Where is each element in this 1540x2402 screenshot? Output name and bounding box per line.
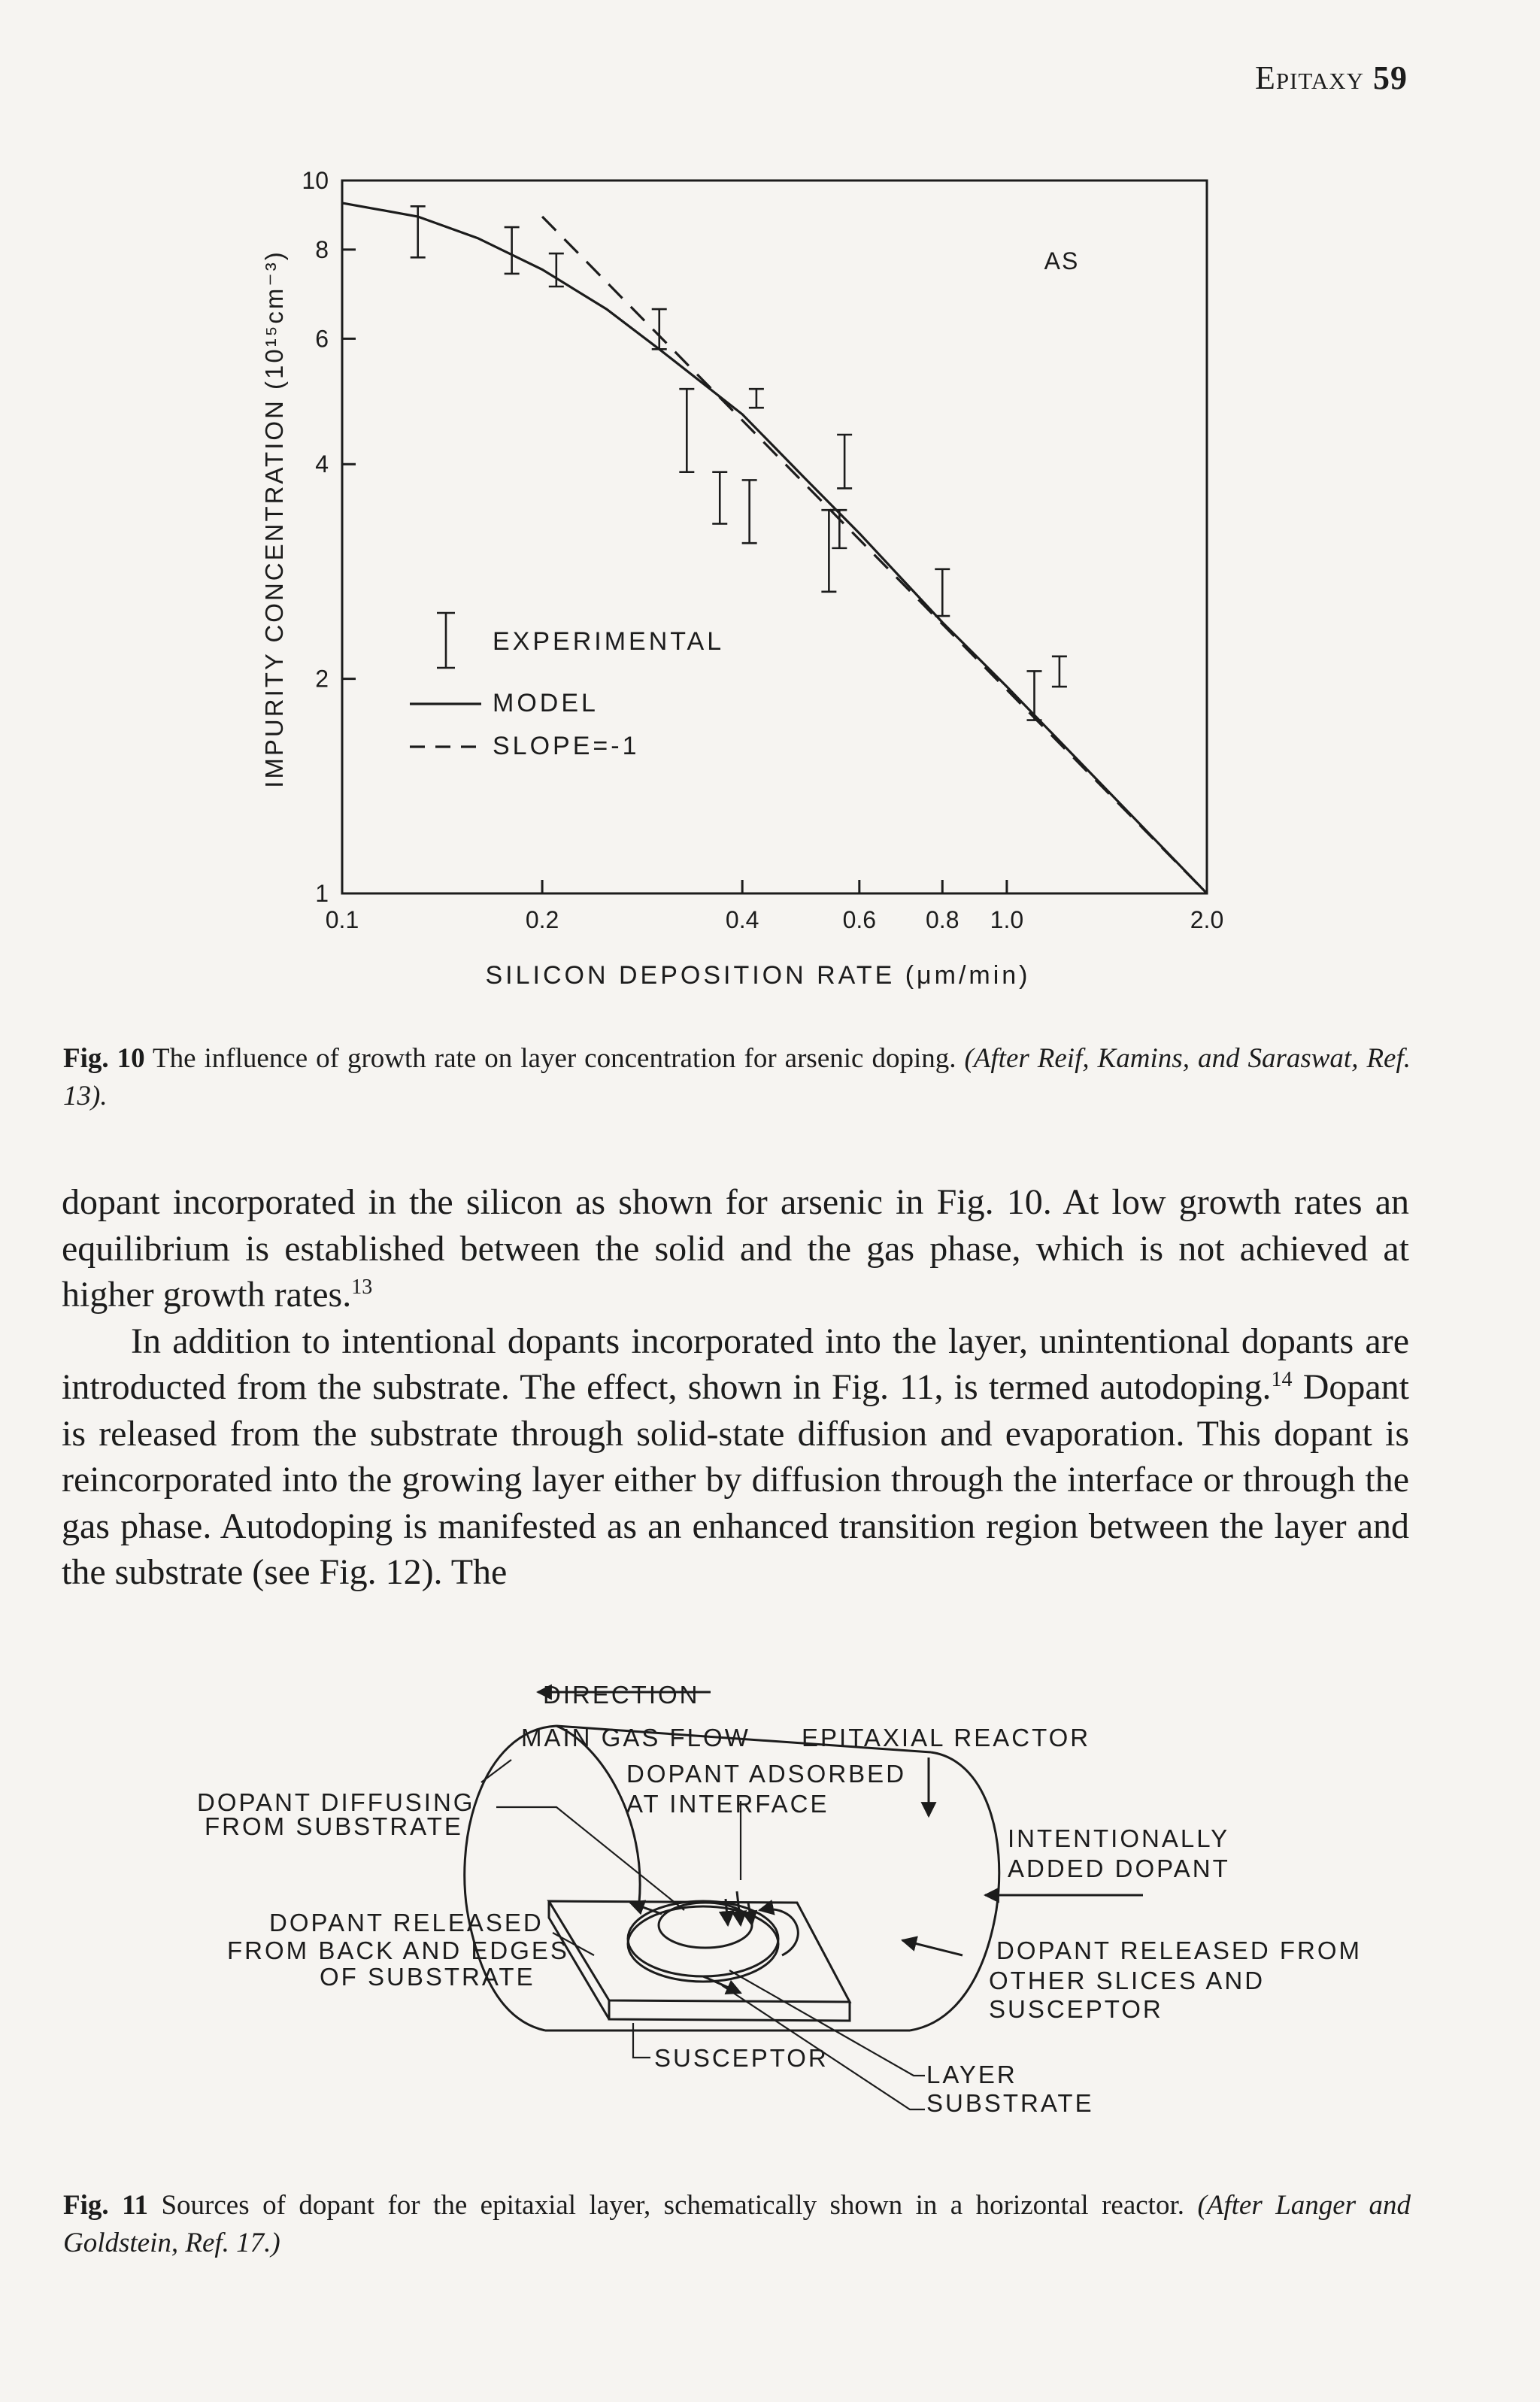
x-tick-label: 0.4: [725, 906, 759, 933]
label-released-back-2: FROM BACK AND EDGES: [227, 1936, 569, 1964]
diagram-labels: [197, 1681, 1362, 2117]
header-title: Epitaxy: [1254, 59, 1364, 96]
label-released-other-2: OTHER SLICES AND: [989, 1967, 1266, 1994]
label-susceptor: SUSCEPTOR: [654, 2044, 829, 2072]
x-tick-label: 2.0: [1190, 906, 1224, 933]
y-axis-label: IMPURITY CONCENTRATION (10¹⁵cm⁻³): [260, 250, 288, 788]
y-tick-label: 6: [315, 325, 329, 353]
x-tick-label: 1.0: [990, 906, 1024, 933]
x-tick-label: 0.1: [325, 906, 359, 933]
y-tick-label: 1: [315, 880, 329, 907]
label-dopant-diffusing-2: FROM SUBSTRATE: [205, 1812, 463, 1840]
label-released-other-3: SUSCEPTOR: [989, 1995, 1163, 2023]
y-tick-label: 8: [315, 235, 329, 263]
label-released-back-1: DOPANT RELEASED: [269, 1909, 544, 1936]
label-substrate: SUBSTRATE: [926, 2089, 1094, 2117]
chart-annotation: AS: [1044, 247, 1080, 274]
label-epitaxial-reactor: EPITAXIAL REACTOR: [802, 1724, 1091, 1751]
wafer: [628, 1901, 778, 1982]
figure-11-caption-ref: (After Langer and Goldstein, Ref. 17.): [63, 2190, 1411, 2258]
figure-10-caption-text: The influence of growth rate on layer concentration for arsenic doping.: [152, 1043, 956, 1074]
x-tick-label: 0.2: [525, 906, 559, 933]
figure-11-caption-text: Sources of dopant for the epitaxial layer, schematically shown in a horizontal reactor.: [161, 2190, 1184, 2221]
figure-11-caption-label: Fig. 11: [63, 2190, 149, 2221]
label-intentionally-1: INTENTIONALLY: [1008, 1824, 1230, 1852]
paragraph-2-text-b: Dopant is released from the substrate through solid-state diffusion and evaporation. This dopant is reincorporated into the growing layer either by diffusion through the interface or through the gas phase. Autodoping is manifested as an enhanced transition region between the layer and the substrate (see Fig. 12). The: [62, 1367, 1410, 1592]
y-tick-label: 10: [302, 167, 329, 194]
figure-11-caption: [63, 2187, 1411, 2262]
x-axis-label: SILICON DEPOSITION RATE (μm/min): [485, 961, 1031, 990]
susceptor-plate: [549, 1901, 850, 2021]
label-direction: DIRECTION: [543, 1681, 700, 1709]
reference-13: 13: [351, 1275, 373, 1299]
reference-14: 14: [1271, 1368, 1293, 1391]
y-tick-label: 2: [315, 665, 329, 693]
label-intentionally-2: ADDED DOPANT: [1008, 1855, 1230, 1882]
y-tick-label: 4: [315, 450, 329, 478]
paragraph-2-text-a: In addition to intentional dopants incorporated into the layer, unintentional dopants are introducted from the substrate. The effect, shown in Fig. 11, is termed autodoping.: [62, 1321, 1409, 1407]
paragraph-1-text: dopant incorporated in the silicon as shown for arsenic in Fig. 10. At low growth rates an equilibrium is established between the solid and the gas phase, which is not achieved at higher growth rates.: [62, 1182, 1409, 1315]
label-dopant-adsorbed-1: DOPANT ADSORBED: [626, 1760, 907, 1788]
x-tick-label: 0.6: [842, 906, 877, 933]
label-dopant-diffusing-1: DOPANT DIFFUSING: [197, 1788, 475, 1816]
label-layer: LAYER: [926, 2061, 1017, 2088]
page-number: 59: [1373, 59, 1408, 96]
figure-10-caption-label: Fig. 10: [63, 1043, 145, 1074]
legend-label: EXPERIMENTAL: [493, 627, 725, 656]
figure-10-caption-ref: (After Reif, Kamins, and Saraswat, Ref. 13).: [63, 1043, 1411, 1112]
label-main-gas-flow: MAIN GAS FLOW: [521, 1724, 750, 1751]
label-released-back-3: OF SUBSTRATE: [320, 1963, 535, 1991]
label-dopant-adsorbed-2: AT INTERFACE: [626, 1790, 829, 1818]
legend-label: MODEL: [493, 689, 599, 717]
x-tick-label: 0.8: [926, 906, 959, 933]
legend-label: SLOPE=-1: [493, 732, 640, 760]
label-released-other-1: DOPANT RELEASED FROM: [996, 1936, 1363, 1964]
